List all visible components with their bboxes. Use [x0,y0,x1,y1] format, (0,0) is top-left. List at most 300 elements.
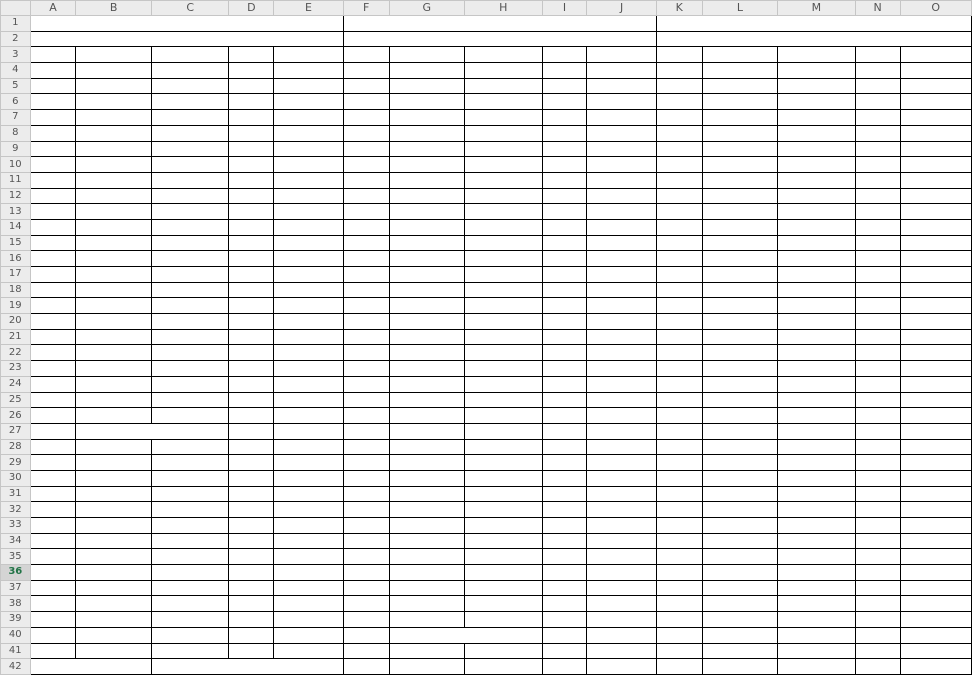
row-header-11[interactable]: 11 [1,172,31,188]
empty-cell[interactable] [343,627,389,643]
cell-amount[interactable] [855,361,900,377]
cell-amount[interactable] [855,110,900,126]
cell-class[interactable] [465,612,543,628]
row-header-4[interactable]: 4 [1,63,31,79]
empty-cell[interactable] [30,518,76,534]
cell-index[interactable] [656,94,702,110]
cell-index[interactable] [343,63,389,79]
empty-cell[interactable] [30,643,76,659]
cell-name[interactable] [389,549,464,565]
cell-sign[interactable] [900,439,971,455]
cell-index[interactable] [30,219,76,235]
cell-class[interactable] [465,596,543,612]
cell-amount[interactable] [542,219,587,235]
cell-name[interactable] [702,345,777,361]
cell-sign[interactable] [274,251,343,267]
cell-sign[interactable] [900,345,971,361]
cell-index[interactable] [30,314,76,330]
cell-amount[interactable] [229,282,274,298]
cell-name[interactable] [389,612,464,628]
cell-name[interactable] [702,63,777,79]
column-header-l[interactable]: L [702,1,777,16]
cell-name[interactable] [389,486,464,502]
cell-sign[interactable] [900,518,971,534]
row-header-10[interactable]: 10 [1,157,31,173]
cell-name[interactable] [76,345,151,361]
cell-index[interactable] [343,204,389,220]
column-header-k[interactable]: K [656,1,702,16]
cell-amount[interactable] [855,94,900,110]
cell-class[interactable] [778,439,856,455]
row-header-36[interactable]: 36 [1,565,31,581]
cell-sign[interactable] [587,329,656,345]
cell-class[interactable] [151,251,229,267]
empty-cell[interactable] [587,659,656,675]
cell-amount[interactable] [855,423,900,439]
cell-index[interactable] [343,314,389,330]
cell-sign[interactable] [900,565,971,581]
cell-name[interactable] [389,235,464,251]
empty-cell[interactable] [76,439,151,455]
cell-sign[interactable] [274,63,343,79]
empty-cell[interactable] [76,612,151,628]
cell-sign[interactable] [900,502,971,518]
row-header-18[interactable]: 18 [1,282,31,298]
cell-index[interactable] [343,188,389,204]
row-header-24[interactable]: 24 [1,376,31,392]
cell-amount[interactable] [229,376,274,392]
cell-index[interactable] [656,204,702,220]
cell-sign[interactable] [900,643,971,659]
empty-cell[interactable] [30,502,76,518]
cell-sign[interactable] [274,282,343,298]
cell-class[interactable] [778,518,856,534]
cell-sign[interactable] [587,486,656,502]
cell-name[interactable] [389,172,464,188]
cell-amount[interactable] [229,204,274,220]
cell-sign[interactable] [274,314,343,330]
cell-amount[interactable] [855,627,900,643]
cell-index[interactable] [343,267,389,283]
cell-index[interactable] [343,219,389,235]
cell-amount[interactable] [542,533,587,549]
row-header-30[interactable]: 30 [1,470,31,486]
row-header-28[interactable]: 28 [1,439,31,455]
row-header-37[interactable]: 37 [1,580,31,596]
cell-sign[interactable] [900,361,971,377]
empty-cell[interactable] [465,659,543,675]
row-header-3[interactable]: 3 [1,47,31,63]
cell-sign[interactable] [900,627,971,643]
cell-class[interactable] [465,329,543,345]
row-header-16[interactable]: 16 [1,251,31,267]
cell-class[interactable] [151,172,229,188]
empty-cell[interactable] [30,533,76,549]
cell-amount[interactable] [229,188,274,204]
cell-index[interactable] [656,188,702,204]
cell-amount[interactable] [855,470,900,486]
cell-class[interactable] [151,141,229,157]
cell-amount[interactable] [542,298,587,314]
empty-cell[interactable] [587,643,656,659]
cell-name[interactable] [389,533,464,549]
cell-sign[interactable] [900,141,971,157]
cell-amount[interactable] [542,63,587,79]
cell-sign[interactable] [587,596,656,612]
cell-sign[interactable] [900,94,971,110]
cell-name[interactable] [702,518,777,534]
cell-class[interactable] [778,361,856,377]
cell-name[interactable] [76,376,151,392]
empty-cell[interactable] [151,565,229,581]
cell-name[interactable] [702,439,777,455]
cell-name[interactable] [76,125,151,141]
cell-amount[interactable] [542,423,587,439]
column-header-h[interactable]: H [465,1,543,16]
cell-class[interactable] [465,376,543,392]
cell-index[interactable] [30,298,76,314]
cell-class[interactable] [151,267,229,283]
cell-amount[interactable] [229,298,274,314]
cell-class[interactable] [465,361,543,377]
cell-sign[interactable] [587,408,656,424]
empty-cell[interactable] [229,439,274,455]
header-sign[interactable] [900,47,971,63]
cell-amount[interactable] [542,78,587,94]
cell-sign[interactable] [587,172,656,188]
column-header-o[interactable]: O [900,1,971,16]
cell-amount[interactable] [542,549,587,565]
empty-cell[interactable] [30,439,76,455]
cell-class[interactable] [778,157,856,173]
row-header-14[interactable]: 14 [1,219,31,235]
cell-index[interactable] [656,470,702,486]
cell-amount[interactable] [855,580,900,596]
cell-class[interactable] [778,455,856,471]
cell-class[interactable] [778,110,856,126]
cell-name[interactable] [76,110,151,126]
cell-amount[interactable] [542,251,587,267]
cell-amount[interactable] [855,282,900,298]
empty-cell[interactable] [151,502,229,518]
cell-name[interactable] [702,235,777,251]
subtotal-value[interactable] [542,627,587,643]
cell-class[interactable] [778,502,856,518]
cell-index[interactable] [30,267,76,283]
cell-class[interactable] [778,314,856,330]
empty-cell[interactable] [30,486,76,502]
cell-amount[interactable] [855,486,900,502]
empty-cell[interactable] [274,612,343,628]
empty-cell[interactable] [30,565,76,581]
header-sign[interactable] [587,47,656,63]
cell-class[interactable] [465,219,543,235]
cell-class[interactable] [465,204,543,220]
cell-sign[interactable] [587,251,656,267]
row-header-7[interactable]: 7 [1,110,31,126]
empty-cell[interactable] [229,596,274,612]
cell-index[interactable] [656,423,702,439]
cell-index[interactable] [343,392,389,408]
cell-sign[interactable] [587,314,656,330]
empty-cell[interactable] [542,659,587,675]
cell-index[interactable] [30,361,76,377]
cell-amount[interactable] [542,329,587,345]
cell-amount[interactable] [229,78,274,94]
column-header-i[interactable]: I [542,1,587,16]
empty-cell[interactable] [76,580,151,596]
empty-cell[interactable] [151,612,229,628]
cell-class[interactable] [465,63,543,79]
grand-total-value[interactable] [151,659,343,675]
row-header-8[interactable]: 8 [1,125,31,141]
cell-index[interactable] [30,110,76,126]
cell-class[interactable] [465,518,543,534]
cell-index[interactable] [343,565,389,581]
empty-cell[interactable] [76,455,151,471]
cell-class[interactable] [465,110,543,126]
cell-name[interactable] [76,235,151,251]
cell-index[interactable] [343,125,389,141]
cell-class[interactable] [465,125,543,141]
empty-cell[interactable] [274,470,343,486]
cell-sign[interactable] [274,188,343,204]
empty-cell[interactable] [76,596,151,612]
header-class[interactable] [151,47,229,63]
row-header-40[interactable]: 40 [1,627,31,643]
cell-name[interactable] [389,565,464,581]
cell-amount[interactable] [855,612,900,628]
cell-sign[interactable] [274,204,343,220]
cell-amount[interactable] [542,612,587,628]
header-name[interactable] [76,47,151,63]
cell-class[interactable] [151,157,229,173]
column-header-f[interactable]: F [343,1,389,16]
header-class[interactable] [778,47,856,63]
cell-sign[interactable] [274,78,343,94]
empty-cell[interactable] [229,518,274,534]
cell-class[interactable] [778,486,856,502]
cell-index[interactable] [343,78,389,94]
empty-cell[interactable] [76,627,151,643]
cell-name[interactable] [76,219,151,235]
cell-class[interactable] [151,63,229,79]
cell-amount[interactable] [542,157,587,173]
cell-amount[interactable] [229,110,274,126]
cell-class[interactable] [151,361,229,377]
empty-cell[interactable] [76,643,151,659]
empty-cell[interactable] [656,16,971,32]
cell-index[interactable] [656,251,702,267]
cell-index[interactable] [30,204,76,220]
cell-index[interactable] [343,455,389,471]
cell-amount[interactable] [542,392,587,408]
cell-name[interactable] [389,392,464,408]
cell-sign[interactable] [587,423,656,439]
cell-class[interactable] [465,188,543,204]
cell-class[interactable] [465,580,543,596]
cell-index[interactable] [343,282,389,298]
cell-name[interactable] [389,94,464,110]
cell-amount[interactable] [542,204,587,220]
column-header-b[interactable]: B [76,1,151,16]
header-no[interactable] [656,47,702,63]
cell-class[interactable] [778,376,856,392]
row-header-22[interactable]: 22 [1,345,31,361]
cell-sign[interactable] [900,78,971,94]
cell-name[interactable] [76,63,151,79]
cell-amount[interactable] [542,314,587,330]
cell-sign[interactable] [900,235,971,251]
cell-class[interactable] [778,251,856,267]
cell-index[interactable] [656,361,702,377]
cell-amount[interactable] [855,172,900,188]
subtotal-value[interactable] [229,423,274,439]
empty-cell[interactable] [274,533,343,549]
empty-cell[interactable] [30,580,76,596]
cell-name[interactable] [76,314,151,330]
empty-cell[interactable] [151,533,229,549]
empty-cell[interactable] [229,533,274,549]
row-header-32[interactable]: 32 [1,502,31,518]
cell-name[interactable] [702,314,777,330]
cell-amount[interactable] [542,188,587,204]
cell-name[interactable] [76,361,151,377]
cell-index[interactable] [30,188,76,204]
cell-index[interactable] [343,345,389,361]
cell-amount[interactable] [542,455,587,471]
cell-sign[interactable] [900,110,971,126]
cell-class[interactable] [778,188,856,204]
cell-name[interactable] [702,596,777,612]
cell-sign[interactable] [587,361,656,377]
cell-name[interactable] [389,314,464,330]
row-header-39[interactable]: 39 [1,612,31,628]
cell-name[interactable] [76,94,151,110]
empty-cell[interactable] [76,486,151,502]
cell-amount[interactable] [855,439,900,455]
cell-amount[interactable] [542,267,587,283]
cell-index[interactable] [343,580,389,596]
cell-name[interactable] [389,267,464,283]
cell-class[interactable] [465,439,543,455]
cell-index[interactable] [656,643,702,659]
cell-name[interactable] [702,172,777,188]
cell-index[interactable] [30,78,76,94]
cell-sign[interactable] [587,502,656,518]
cell-amount[interactable] [855,376,900,392]
cell-name[interactable] [702,298,777,314]
cell-sign[interactable] [900,612,971,628]
cell-amount[interactable] [855,78,900,94]
cell-class[interactable] [778,125,856,141]
cell-sign[interactable] [587,376,656,392]
cell-class[interactable] [778,643,856,659]
cell-index[interactable] [30,172,76,188]
cell-name[interactable] [76,282,151,298]
cell-index[interactable] [343,329,389,345]
cell-index[interactable] [656,282,702,298]
cell-name[interactable] [702,533,777,549]
cell-index[interactable] [656,329,702,345]
cell-sign[interactable] [587,63,656,79]
empty-cell[interactable] [274,549,343,565]
cell-index[interactable] [656,627,702,643]
cell-sign[interactable] [587,612,656,628]
header-no[interactable] [343,47,389,63]
cell-amount[interactable] [855,235,900,251]
cell-sign[interactable] [587,392,656,408]
empty-cell[interactable] [855,659,900,675]
cell-sign[interactable] [900,63,971,79]
cell-amount[interactable] [855,219,900,235]
row-header-33[interactable]: 33 [1,518,31,534]
empty-cell[interactable] [30,612,76,628]
empty-cell[interactable] [151,486,229,502]
cell-class[interactable] [778,282,856,298]
cell-index[interactable] [343,235,389,251]
cell-amount[interactable] [855,298,900,314]
cell-index[interactable] [656,596,702,612]
cell-amount[interactable] [542,408,587,424]
cell-amount[interactable] [229,251,274,267]
column-header-j[interactable]: J [587,1,656,16]
cell-class[interactable] [151,408,229,424]
cell-class[interactable] [778,392,856,408]
cell-class[interactable] [151,345,229,361]
cell-sign[interactable] [274,329,343,345]
empty-cell[interactable] [229,502,274,518]
cell-amount[interactable] [855,251,900,267]
empty-cell[interactable] [30,596,76,612]
cell-class[interactable] [465,392,543,408]
cell-sign[interactable] [587,204,656,220]
cell-sign[interactable] [900,408,971,424]
empty-cell[interactable] [274,565,343,581]
cell-amount[interactable] [542,502,587,518]
cell-name[interactable] [702,361,777,377]
cell-index[interactable] [343,470,389,486]
cell-name[interactable] [76,329,151,345]
cell-index[interactable] [656,565,702,581]
empty-cell[interactable] [274,580,343,596]
cell-name[interactable] [702,219,777,235]
cell-name[interactable] [702,627,777,643]
empty-cell[interactable] [229,470,274,486]
cell-amount[interactable] [855,455,900,471]
cell-class[interactable] [465,408,543,424]
cell-amount[interactable] [855,267,900,283]
cell-name[interactable] [702,580,777,596]
empty-cell[interactable] [389,643,464,659]
cell-index[interactable] [656,486,702,502]
cell-class[interactable] [465,172,543,188]
cell-amount[interactable] [855,565,900,581]
cell-class[interactable] [778,94,856,110]
empty-cell[interactable] [229,565,274,581]
cell-amount[interactable] [229,314,274,330]
cell-amount[interactable] [855,549,900,565]
cell-class[interactable] [465,235,543,251]
grand-total-label[interactable] [30,659,151,675]
empty-cell[interactable] [656,659,702,675]
empty-cell[interactable] [274,596,343,612]
cell-class[interactable] [465,251,543,267]
empty-cell[interactable] [76,470,151,486]
empty-cell[interactable] [76,502,151,518]
cell-sign[interactable] [587,518,656,534]
cell-index[interactable] [656,235,702,251]
